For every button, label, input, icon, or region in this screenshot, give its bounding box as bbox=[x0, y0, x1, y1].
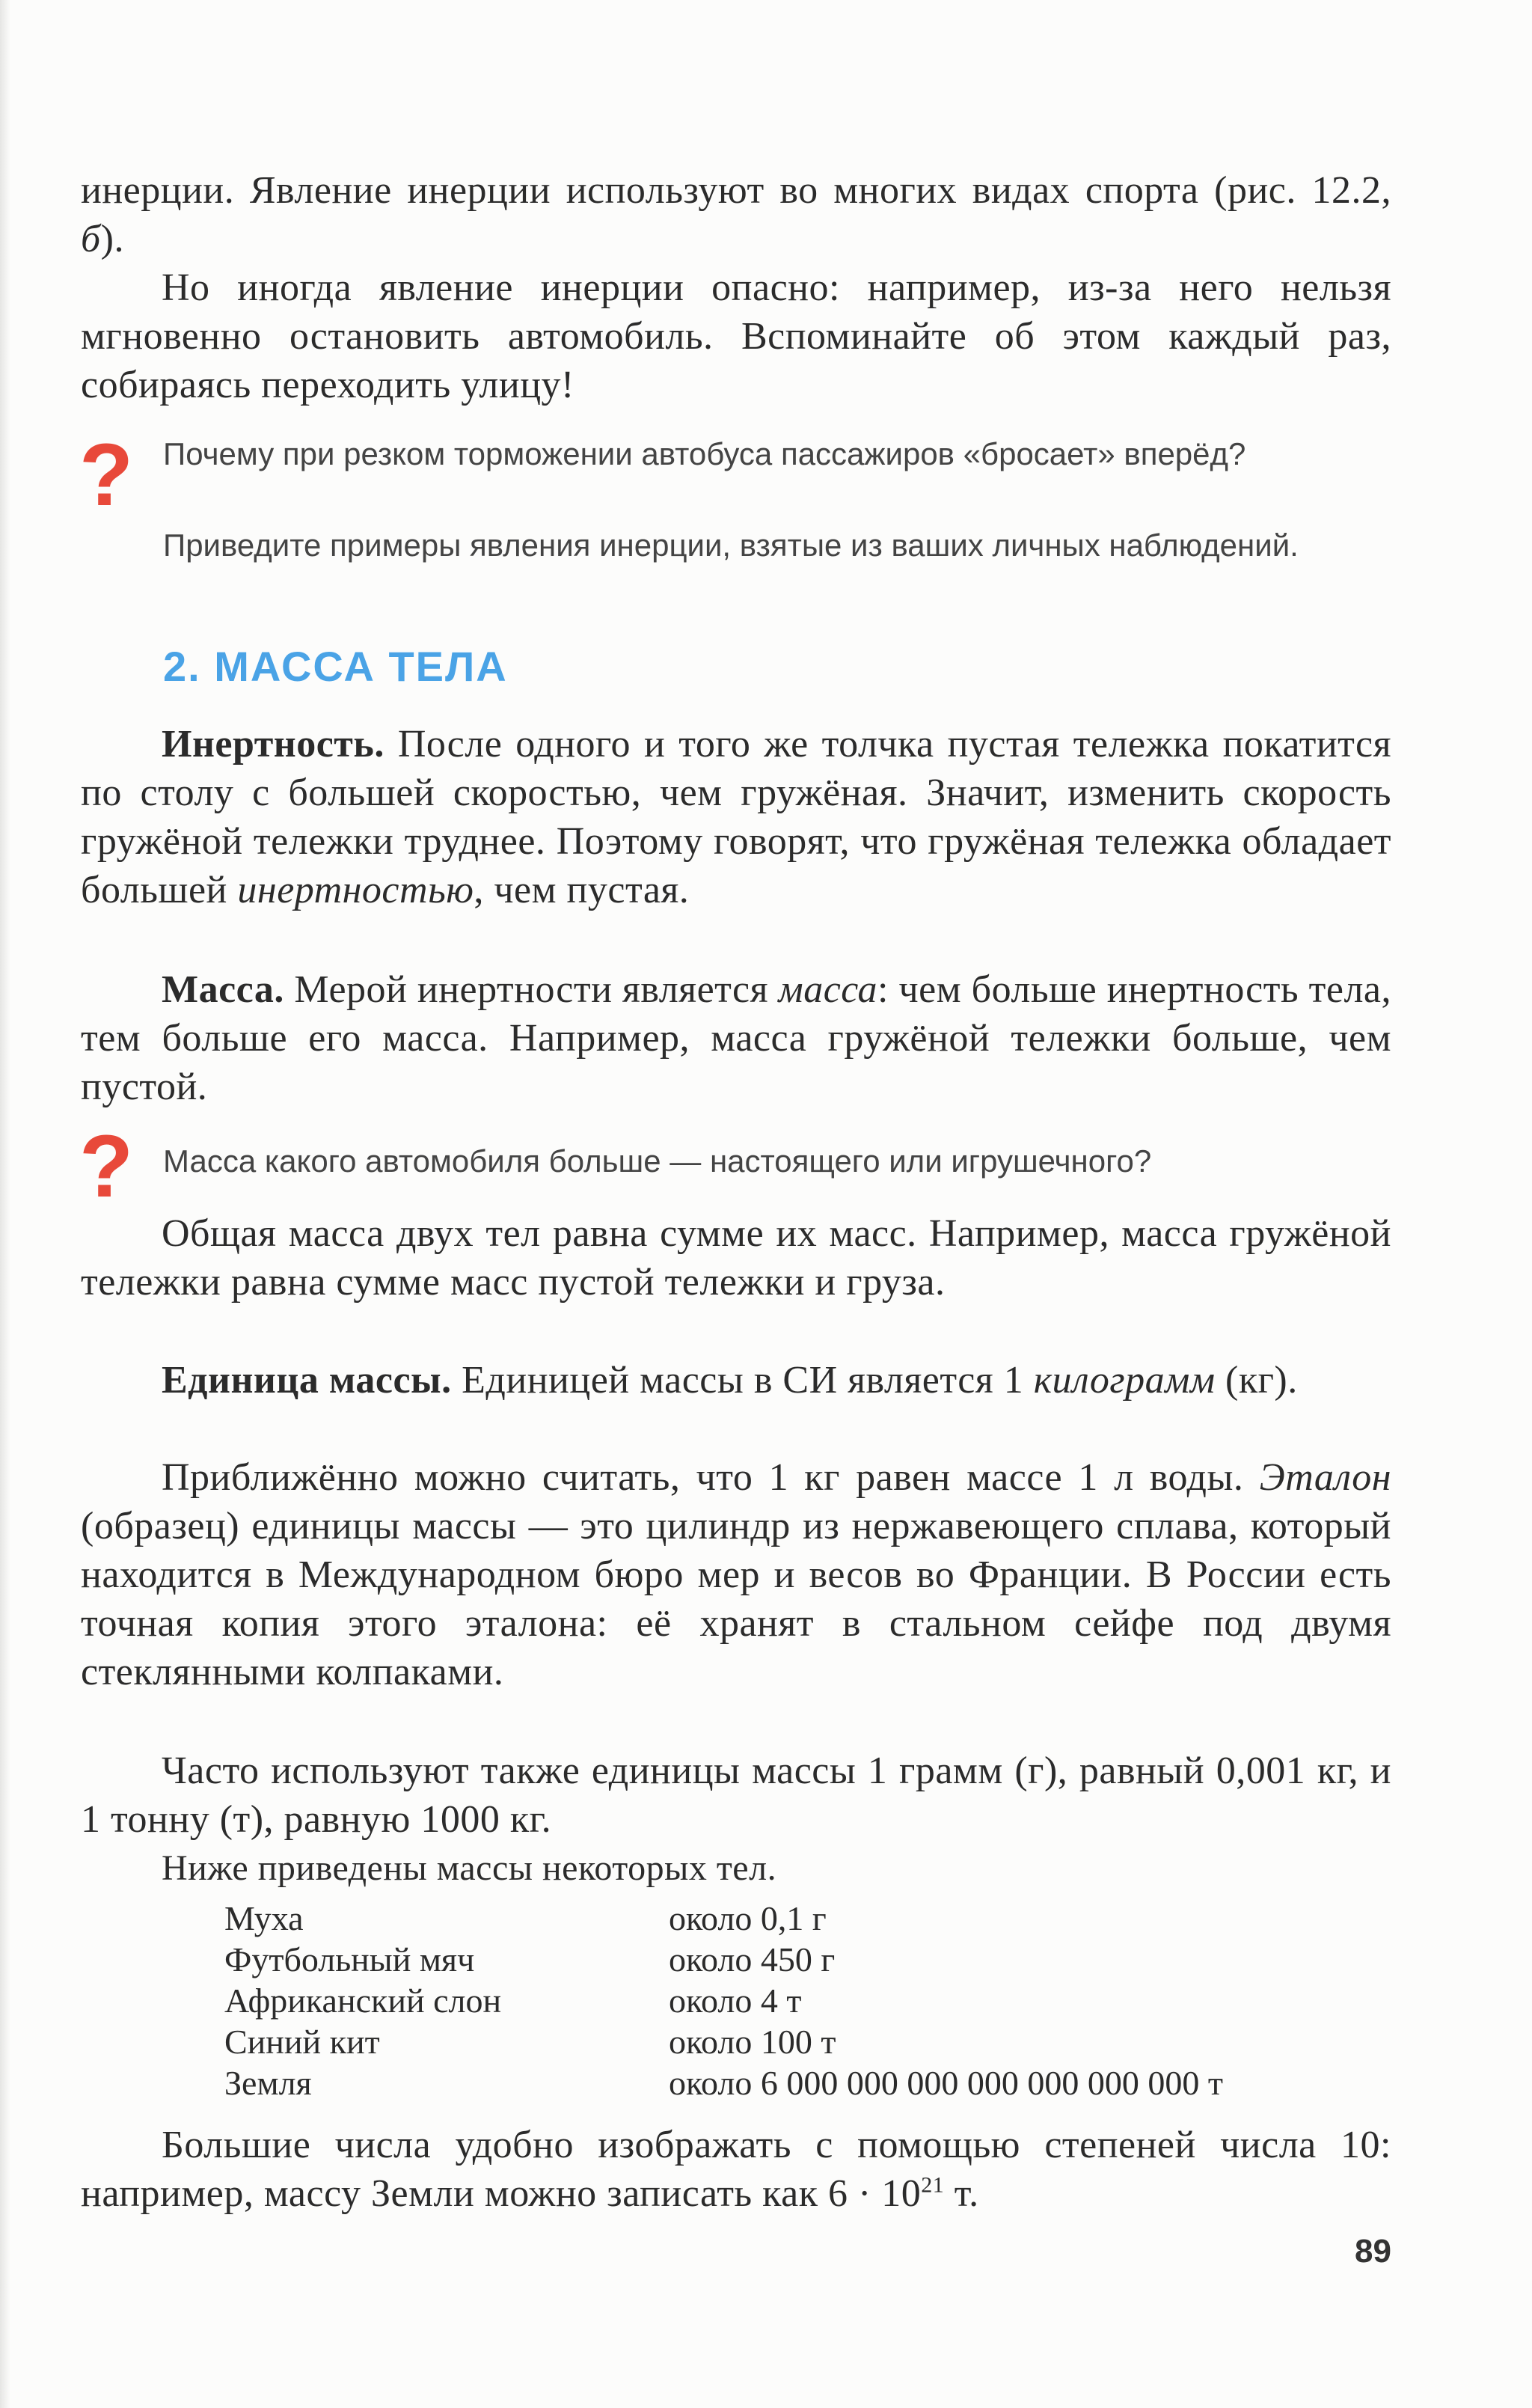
question-inertia-examples: Приведите примеры явления инерции, взятые из ваших личных наблюдений. bbox=[163, 528, 1299, 563]
paragraph-inertness: Инертность. После одного и того же толчка пустая тележка покатится по столу с большей скоростью, чем гружёная. Значит, изменить скорость гружёной тележки труднее. Поэтому говорят, что гружёная тележка обладает большей инертностью, чем пустая. bbox=[81, 723, 1392, 911]
paragraph-mass-unit: Единица массы. Единицей массы в СИ является 1 килограмм (кг). bbox=[162, 1359, 1298, 1402]
masses-value: около 450 г bbox=[669, 1940, 836, 1978]
paragraph-masses-intro: Ниже приведены массы некоторых тел. bbox=[162, 1848, 777, 1888]
paragraph-mass-standard: Приближённо можно считать, что 1 кг равен массе 1 л воды. Эталон (образец) единицы массы — это цилиндр из нержавеющего сплава, который находится в Международном бюро мер и весов во Франции. В России есть точная копия этого эталона: её хранят в стальном сейфе под двумя стеклянными колпаками. bbox=[81, 1456, 1391, 1693]
paragraph-inertia-danger: Но иногда явление инерции опасно: например, из-за него нельзя мгновенно остановить автомобиль. Вспоминайте об этом каждый раз, собираясь переходить улицу! bbox=[81, 266, 1391, 406]
masses-table bbox=[224, 1898, 1391, 2103]
masses-row bbox=[224, 1939, 1391, 1980]
masses-value: около 4 т bbox=[669, 1981, 802, 2020]
masses-value: около 6 000 000 000 000 000 000 000 т bbox=[669, 2064, 1223, 2102]
masses-row bbox=[224, 2021, 1391, 2062]
page-spine-shadow bbox=[0, 0, 10, 2408]
masses-value: около 100 т bbox=[669, 2023, 836, 2061]
question-mark-icon: ? bbox=[79, 1117, 134, 1216]
paragraph-mass: Масса. Мерой инертности является масса: чем больше инертность тела, тем больше его масса. Например, масса гружёной тележки больше, чем пустой. bbox=[81, 968, 1391, 1108]
masses-value: около 0,1 г bbox=[669, 1899, 827, 1937]
paragraph-gram-tonne: Часто используют также единицы массы 1 грамм (г), равный 0,001 кг, и 1 тонну (т), равную 1000 кг. bbox=[81, 1750, 1391, 1841]
paragraph-powers-of-ten: Большие числа удобно изображать с помощью степеней числа 10: например, массу Земли можно записать как $6 \cdot 10^{21}$ т. bbox=[81, 2124, 1391, 2215]
paragraph-total-mass: Общая масса двух тел равна сумме их масс. Например, масса гружёной тележки равна сумме масс пустой тележки и груза. bbox=[81, 1212, 1391, 1304]
masses-name: Африканский слон bbox=[224, 1981, 502, 2020]
masses-row bbox=[224, 1898, 1391, 1939]
masses-row bbox=[224, 2062, 1391, 2103]
page-number: 89 bbox=[1355, 2233, 1391, 2270]
question-braking-bus: Почему при резком торможении автобуса пассажиров «бросает» вперёд? bbox=[163, 436, 1246, 471]
question-mark-icon: ? bbox=[79, 426, 134, 525]
masses-name: Синий кит bbox=[224, 2023, 380, 2061]
masses-row bbox=[224, 1980, 1391, 2021]
masses-name: Футбольный мяч bbox=[224, 1940, 475, 1978]
section-heading-mass: 2. МАССА ТЕЛА bbox=[163, 643, 508, 690]
masses-name: Земля bbox=[224, 2064, 312, 2102]
masses-name: Муха bbox=[224, 1899, 304, 1937]
paragraph-inertia-sport: инерции. Явление инерции используют во многих видах спорта (рис. 12.2, б). bbox=[81, 169, 1391, 260]
question-car-mass: Масса какого автомобиля больше — настоящего или игрушечного? bbox=[163, 1143, 1152, 1179]
